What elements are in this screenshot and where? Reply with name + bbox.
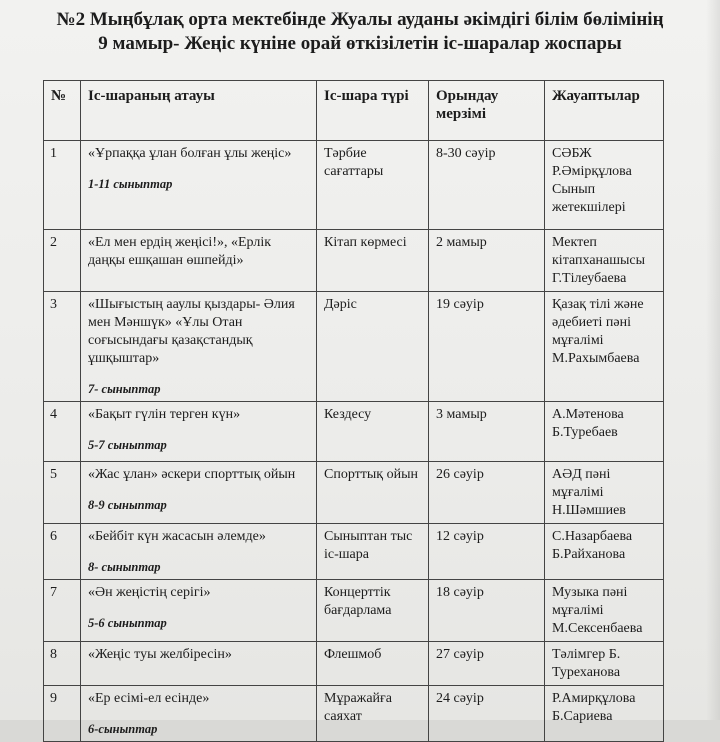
event-audience: 6-сыныптар [88, 722, 158, 736]
row-type: Спорттық ойын [317, 462, 429, 524]
event-title: «Ән жеңістің серігі» [88, 585, 211, 600]
row-date: 8-30 сәуір [429, 141, 545, 230]
row-responsible: СӘБЖ Р.Әмірқұлова Сынып жетекшілері [545, 141, 664, 230]
row-date: 3 мамыр [429, 402, 545, 462]
row-event [81, 230, 317, 292]
event-title: «Бақыт гүлін терген күн» [88, 407, 241, 422]
row-number: 7 [44, 580, 81, 642]
table-row [44, 230, 664, 292]
table-row [44, 462, 664, 524]
row-responsible: С.Назарбаева Б.Райханова [545, 524, 664, 580]
events-table [43, 80, 664, 742]
row-number: 4 [44, 402, 81, 462]
event-audience: 1-11 сыныптар [88, 177, 173, 191]
row-date: 2 мамыр [429, 230, 545, 292]
document-title [20, 8, 700, 56]
event-audience: 5-6 сыныптар [88, 616, 167, 630]
row-date: 26 сәуір [429, 462, 545, 524]
row-event [81, 686, 317, 742]
row-number: 2 [44, 230, 81, 292]
row-event [81, 462, 317, 524]
row-date: 12 сәуір [429, 524, 545, 580]
row-responsible: Мектеп кітапханашысы Г.Тілеубаева [545, 230, 664, 292]
row-date: 18 сәуір [429, 580, 545, 642]
event-title: «Жас ұлан» әскери спорттық ойын [88, 467, 296, 482]
event-audience: 8-9 сыныптар [88, 498, 167, 512]
row-type: Дәріс [317, 292, 429, 402]
event-title: «Ел мен ердің жеңісі!», «Ерлік даңқы ешқашан өшпейді» [88, 235, 272, 268]
row-event [81, 292, 317, 402]
row-type: Тәрбие сағаттары [317, 141, 429, 230]
event-audience: 7- сыныптар [88, 382, 161, 396]
event-audience: 8- сыныптар [88, 560, 161, 574]
row-date: 27 сәуір [429, 642, 545, 686]
row-type: Кездесу [317, 402, 429, 462]
event-title: «Ер есімі-ел есінде» [88, 691, 210, 706]
row-responsible: А.Мәтенова Б.Туребаев [545, 402, 664, 462]
table-row [44, 642, 664, 686]
row-number: 3 [44, 292, 81, 402]
header-event-type: Іс-шара түрі [317, 81, 429, 141]
title-line-1: №2 Мыңбұлақ орта мектебінде Жуалы ауданы әкімдігі білім бөлімінің [56, 9, 664, 30]
event-title: «Шығыстың ааулы қыздары- Әлия мен Мәншүк» «Ұлы Отан соғысындағы қазақстандық ұшқыштар» [88, 297, 295, 366]
row-number: 5 [44, 462, 81, 524]
title-line-2: 9 мамыр- Жеңіс күніне орай өткізілетін іс-шаралар жоспары [98, 33, 622, 54]
row-responsible: Р.Амирқұлова Б.Сариева [545, 686, 664, 742]
row-event [81, 580, 317, 642]
row-type: Флешмоб [317, 642, 429, 686]
event-title: «Бейбіт күн жасасын әлемде» [88, 529, 266, 544]
header-event-name: Іс-шараның атауы [81, 81, 317, 141]
row-type: Концерттік бағдарлама [317, 580, 429, 642]
table-row [44, 686, 664, 742]
table-row [44, 292, 664, 402]
row-type: Сыныптан тыс іс-шара [317, 524, 429, 580]
row-responsible: Қазақ тілі және әдебиеті пәні мұғалімі М.Рахымбаева [545, 292, 664, 402]
header-number: № [44, 81, 81, 141]
table-row [44, 402, 664, 462]
row-date: 19 сәуір [429, 292, 545, 402]
row-event [81, 141, 317, 230]
row-event [81, 402, 317, 462]
row-date: 24 сәуір [429, 686, 545, 742]
header-deadline: Орындау мерзімі [429, 81, 545, 141]
row-event [81, 642, 317, 686]
table-row [44, 580, 664, 642]
row-event [81, 524, 317, 580]
paper-shadow [706, 0, 720, 720]
row-number: 8 [44, 642, 81, 686]
row-responsible: Тәлімгер Б. Туреханова [545, 642, 664, 686]
event-audience: 5-7 сыныптар [88, 438, 167, 452]
row-number: 1 [44, 141, 81, 230]
table-row [44, 141, 664, 230]
table-header-row [44, 81, 664, 141]
event-title: «Ұрпаққа ұлан болған ұлы жеңіс» [88, 146, 292, 161]
row-responsible: АӘД пәні мұғалімі Н.Шәмшиев [545, 462, 664, 524]
row-responsible: Музыка пәні мұғалімі М.Сексенбаева [545, 580, 664, 642]
event-title: «Жеңіс туы желбіресін» [88, 647, 232, 662]
table-row [44, 524, 664, 580]
row-type: Кітап көрмесі [317, 230, 429, 292]
row-number: 9 [44, 686, 81, 742]
row-number: 6 [44, 524, 81, 580]
header-responsible: Жауаптылар [545, 81, 664, 141]
row-type: Мұражайға саяхат [317, 686, 429, 742]
